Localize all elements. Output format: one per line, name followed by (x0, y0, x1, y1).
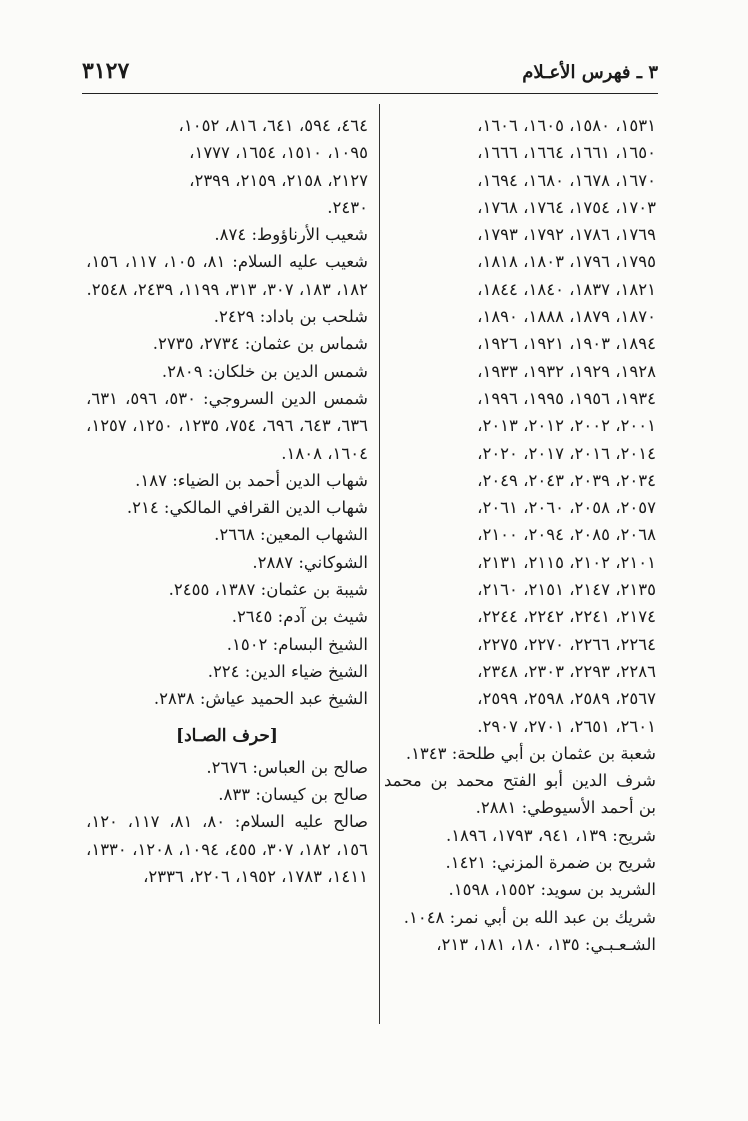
index-entry: شمس الدين السروجي: ٥٣٠، ٥٩٦، ٦٣١، ٦٣٦، ٦٤٣، ٦٩٦، ٧٥٤، ١٢٣٥، ١٢٥٠، ١٢٥٧، ١٦٠٤، ١٨٠٨. (86, 388, 368, 463)
page-header (82, 56, 658, 86)
index-entry: الشهاب المعين: ٢٦٦٨. (214, 525, 368, 545)
index-entry: الشيخ عبد الحميد عياش: ٢٨٣٨. (153, 689, 368, 709)
header-rule (82, 93, 658, 94)
index-numbers-line: ١٧٦٩، ١٧٨٦، ١٧٩٢، ١٧٩٣، (477, 225, 656, 245)
index-entry: شريح: ١٣٩، ٩٤١، ١٧٩٣، ١٨٩٦. (445, 825, 656, 845)
index-entry: شيث بن آدم: ٢٦٤٥. (231, 607, 368, 627)
index-entry: شعيب عليه السلام: ٨١، ١٠٥، ١١٧، ١٥٦، ١٨٢، ١٨٣، ٣٠٧، ٣١٣، ١١٩٩، ٢٤٣٩، ٢٥٤٨. (86, 252, 368, 299)
index-entry: الشوكاني: ٢٨٨٧. (252, 552, 368, 572)
index-entry: شماس بن عثمان: ٢٧٣٤، ٢٧٣٥. (152, 334, 368, 354)
index-entry: شريح بن ضمرة المزني: ١٤٢١. (445, 853, 656, 873)
index-entry: الشـعـبـي: ١٣٥، ١٨٠، ١٨١، ٢١٣، (436, 934, 656, 954)
index-numbers-line: ٢٢٦٤، ٢٢٦٦، ٢٢٧٠، ٢٢٧٥، (477, 634, 656, 654)
index-numbers-line: ٢٢٨٦، ٢٢٩٣، ٢٣٠٣، ٢٣٤٨، (477, 661, 656, 681)
index-entry: شهاب الدين القرافي المالكي: ٢١٤. (126, 498, 368, 518)
index-numbers-line: ٢٠٦٨، ٢٠٨٥، ٢٠٩٤، ٢١٠٠، (477, 525, 656, 545)
index-entry: الشيخ ضياء الدين: ٢٢٤. (207, 661, 368, 681)
index-numbers-line: ٢١٣٥، ٢١٤٧، ٢١٥١، ٢١٦٠، (477, 580, 656, 600)
running-title: ٣ ـ فهرس الأعـلام (522, 62, 658, 83)
index-entry: شريك بن عبد الله بن أبي نمر: ١٠٤٨. (403, 907, 656, 927)
index-entry: شهاب الدين أحمد بن الضياء: ١٨٧. (135, 470, 368, 490)
index-numbers-line: ٢١٠١، ٢١٠٢، ٢١١٥، ٢١٣١، (477, 552, 656, 572)
index-entry: صالح بن كيسان: ٨٣٣. (218, 785, 368, 805)
index-numbers-line: ٢١٢٧، ٢١٥٨، ٢١٥٩، ٢٣٩٩، (189, 170, 368, 190)
index-entry: شعبة بن عثمان بن أبي طلحة: ١٣٤٣. (405, 743, 656, 763)
index-entry: شرف الدين أبو الفتح محمد بن محمد بن أحمد الأسيوطي: ٢٨٨١. (384, 771, 656, 818)
index-numbers-line: ٢٠٥٧، ٢٠٥٨، ٢٠٦٠، ٢٠٦١، (477, 498, 656, 518)
index-entry: شمس الدين بن خلكان: ٢٨٠٩. (161, 361, 368, 381)
index-numbers-line: ٤٦٤، ٥٩٤، ٦٤١، ٨١٦، ١٠٥٢، (178, 116, 368, 135)
index-entry: الشريد بن سويد: ١٥٥٢، ١٥٩٨. (448, 880, 656, 900)
index-numbers-line: ١٦٧٠، ١٦٧٨، ١٦٨٠، ١٦٩٤، (477, 170, 656, 190)
index-numbers-line: ١٧٩٥، ١٧٩٦، ١٨٠٣، ١٨١٨، (477, 252, 656, 272)
left-column (86, 112, 368, 890)
index-numbers-line: ١٥٣١، ١٥٨٠، ١٦٠٥، ١٦٠٦، (477, 116, 656, 135)
index-numbers-line: ١٨٩٤، ١٩٠٣، ١٩٢١، ١٩٢٦، (477, 334, 656, 354)
index-entry: شعيب الأرناؤوط: ٨٧٤. (214, 225, 368, 245)
column-divider (379, 104, 380, 1024)
right-column (384, 112, 656, 958)
index-numbers-line: ١٨٢١، ١٨٣٧، ١٨٤٠، ١٨٤٤، (477, 279, 656, 299)
index-numbers-line: ٢٠٣٤، ٢٠٣٩، ٢٠٤٣، ٢٠٤٩، (477, 470, 656, 490)
index-numbers-line: ١٠٩٥، ١٥١٠، ١٦٥٤، ١٧٧٧، (189, 143, 368, 163)
index-numbers-line: ٢٦٠١، ٢٦٥١، ٢٧٠١، ٢٩٠٧. (477, 716, 656, 736)
index-entry: صالح عليه السلام: ٨٠، ٨١، ١١٧، ١٢٠، ١٥٦، ١٨٢، ٣٠٧، ٤٥٥، ١٠٩٤، ١٢٠٨، ١٣٣٠، ١٤١١، ١٧٨٣، ١٩٥٢، ٢٢٠٦، ٢٣٣٦، (86, 812, 368, 887)
index-numbers-line: ١٧٠٣، ١٧٥٤، ١٧٦٤، ١٧٦٨، (477, 197, 656, 217)
index-entry: الشيخ البسام: ١٥٠٢. (226, 634, 368, 654)
index-numbers-line: ١٩٢٨، ١٩٢٩، ١٩٣٢، ١٩٣٣، (477, 361, 656, 381)
index-numbers-line: ١٦٥٠، ١٦٦١، ١٦٦٤، ١٦٦٦، (477, 143, 656, 163)
index-numbers-line: ٢٤٣٠. (327, 197, 368, 217)
index-entry: شلحب بن باداد: ٢٤٢٩. (213, 307, 368, 327)
section-heading: [حرف الصـاد] (176, 725, 278, 746)
index-numbers-line: ١٨٧٠، ١٨٧٩، ١٨٨٨، ١٨٩٠، (477, 307, 656, 327)
index-numbers-line: ٢٥٦٧، ٢٥٨٩، ٢٥٩٨، ٢٥٩٩، (477, 689, 656, 709)
index-numbers-line: ٢٠٠١، ٢٠٠٢، ٢٠١٢، ٢٠١٣، (477, 416, 656, 436)
index-entry: شيبة بن عثمان: ١٣٨٧، ٢٤٥٥. (168, 580, 368, 600)
index-numbers-line: ٢٠١٤، ٢٠١٦، ٢٠١٧، ٢٠٢٠، (477, 443, 656, 463)
index-numbers-line: ٢١٧٤، ٢٢٤١، ٢٢٤٢، ٢٢٤٤، (477, 607, 656, 627)
page-number: ٣١٢٧ (82, 58, 130, 84)
index-entry: صالح بن العباس: ٢٦٧٦. (206, 757, 368, 777)
index-numbers-line: ١٩٣٤، ١٩٥٦، ١٩٩٥، ١٩٩٦، (477, 388, 656, 408)
